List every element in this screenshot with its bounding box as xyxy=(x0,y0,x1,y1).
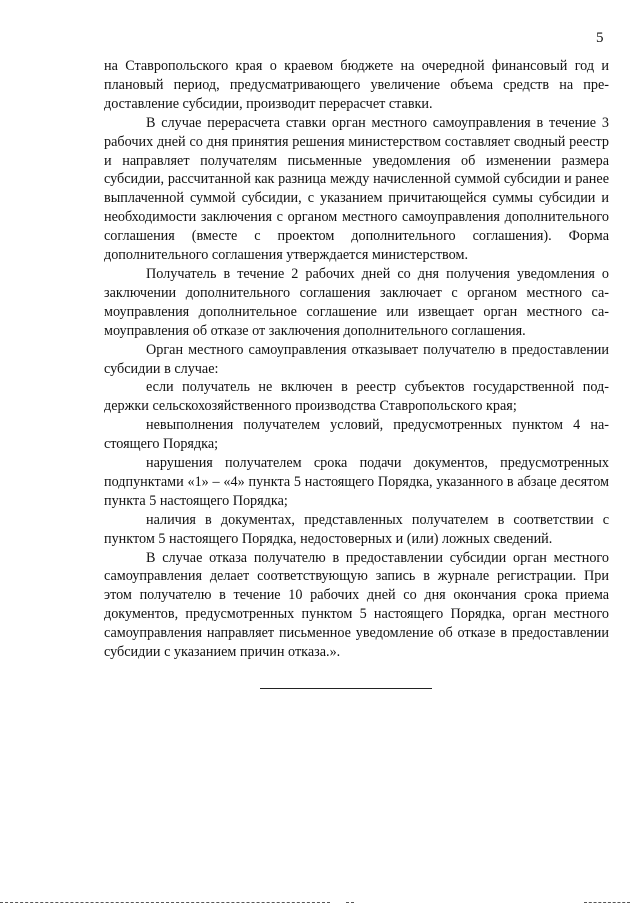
document-body xyxy=(104,57,609,662)
scan-edge-line xyxy=(584,902,630,903)
refusal-reason-false-data: наличия в документах, представленных получателем в соответствии с пунктом 5 настоящего Порядка, недостоверных и (или) ложных сведений. xyxy=(104,511,609,547)
paragraph-continuation: на Ставропольского края о краевом бюджете на очередной финансовый год и плановый период, предусматривающего увеличение объема средств на предоставление субсидии, производит перерасчет ставки. xyxy=(104,58,609,112)
paragraph-recipient-response: Получатель в течение 2 рабочих дней со дня получения уведомления о заключении дополнительного соглашения заключает с органом местного самоуправления дополнительное соглашение или извещает орган местного самоуправления об отказе от заключения дополнительного соглашения. xyxy=(104,265,609,339)
refusal-reason-conditions: невыполнения получателем условий, предусмотренных пунктом 4 настоящего Порядка; xyxy=(104,417,609,453)
paragraph-recalculation: В случае перерасчета ставки орган местного самоуправления в течение 3 рабочих дней со дня принятия решения министерством составляет сводный реестр и направляет получателям письменные уведомления об изменении размера субсидии, рассчитанной как разница между начисленной суммой субсидии и ранее выплаченной суммой субсидии, с указанием причитающейся суммы субсидии и необходимости заключения с органом местного самоуправления дополнительного соглашения (вместе с проектом дополнительного соглашения). Форма дополнительного соглашения утверждается министерством. xyxy=(104,114,609,264)
paragraph-refusal-notice: В случае отказа получателю в предоставлении субсидии орган местного самоуправления делает соответствующую запись в журнале регистрации. При этом получателю в течение 10 рабочих дней со дня окончания срока приема документов, предусмотренных пунктом 5 настоящего Порядка, орган местного самоуправления направляет письменное уведомление об отказе в предоставлении субсидии с указанием причин отказа.». xyxy=(104,549,609,661)
refusal-reason-deadline: нарушения получателем срока подачи документов, предусмотренных подпунктами «1» – «4» пункта 5 настоящего Порядка, указанного в абзаце десятом пункта 5 настоящего Порядка; xyxy=(104,455,609,509)
scan-edge-line xyxy=(0,902,330,903)
refusal-reason-registry: если получатель не включен в реестр субъектов государственной поддержки сельскохозяйственного производства Ставропольского края; xyxy=(104,379,609,415)
paragraph-refusal-intro: Орган местного самоуправления отказывает получателю в предоставлении субсидии в случае: xyxy=(104,341,609,377)
scan-edge-mark xyxy=(346,902,354,903)
closing-separator-line xyxy=(260,688,432,689)
page-number: 5 xyxy=(596,30,604,46)
